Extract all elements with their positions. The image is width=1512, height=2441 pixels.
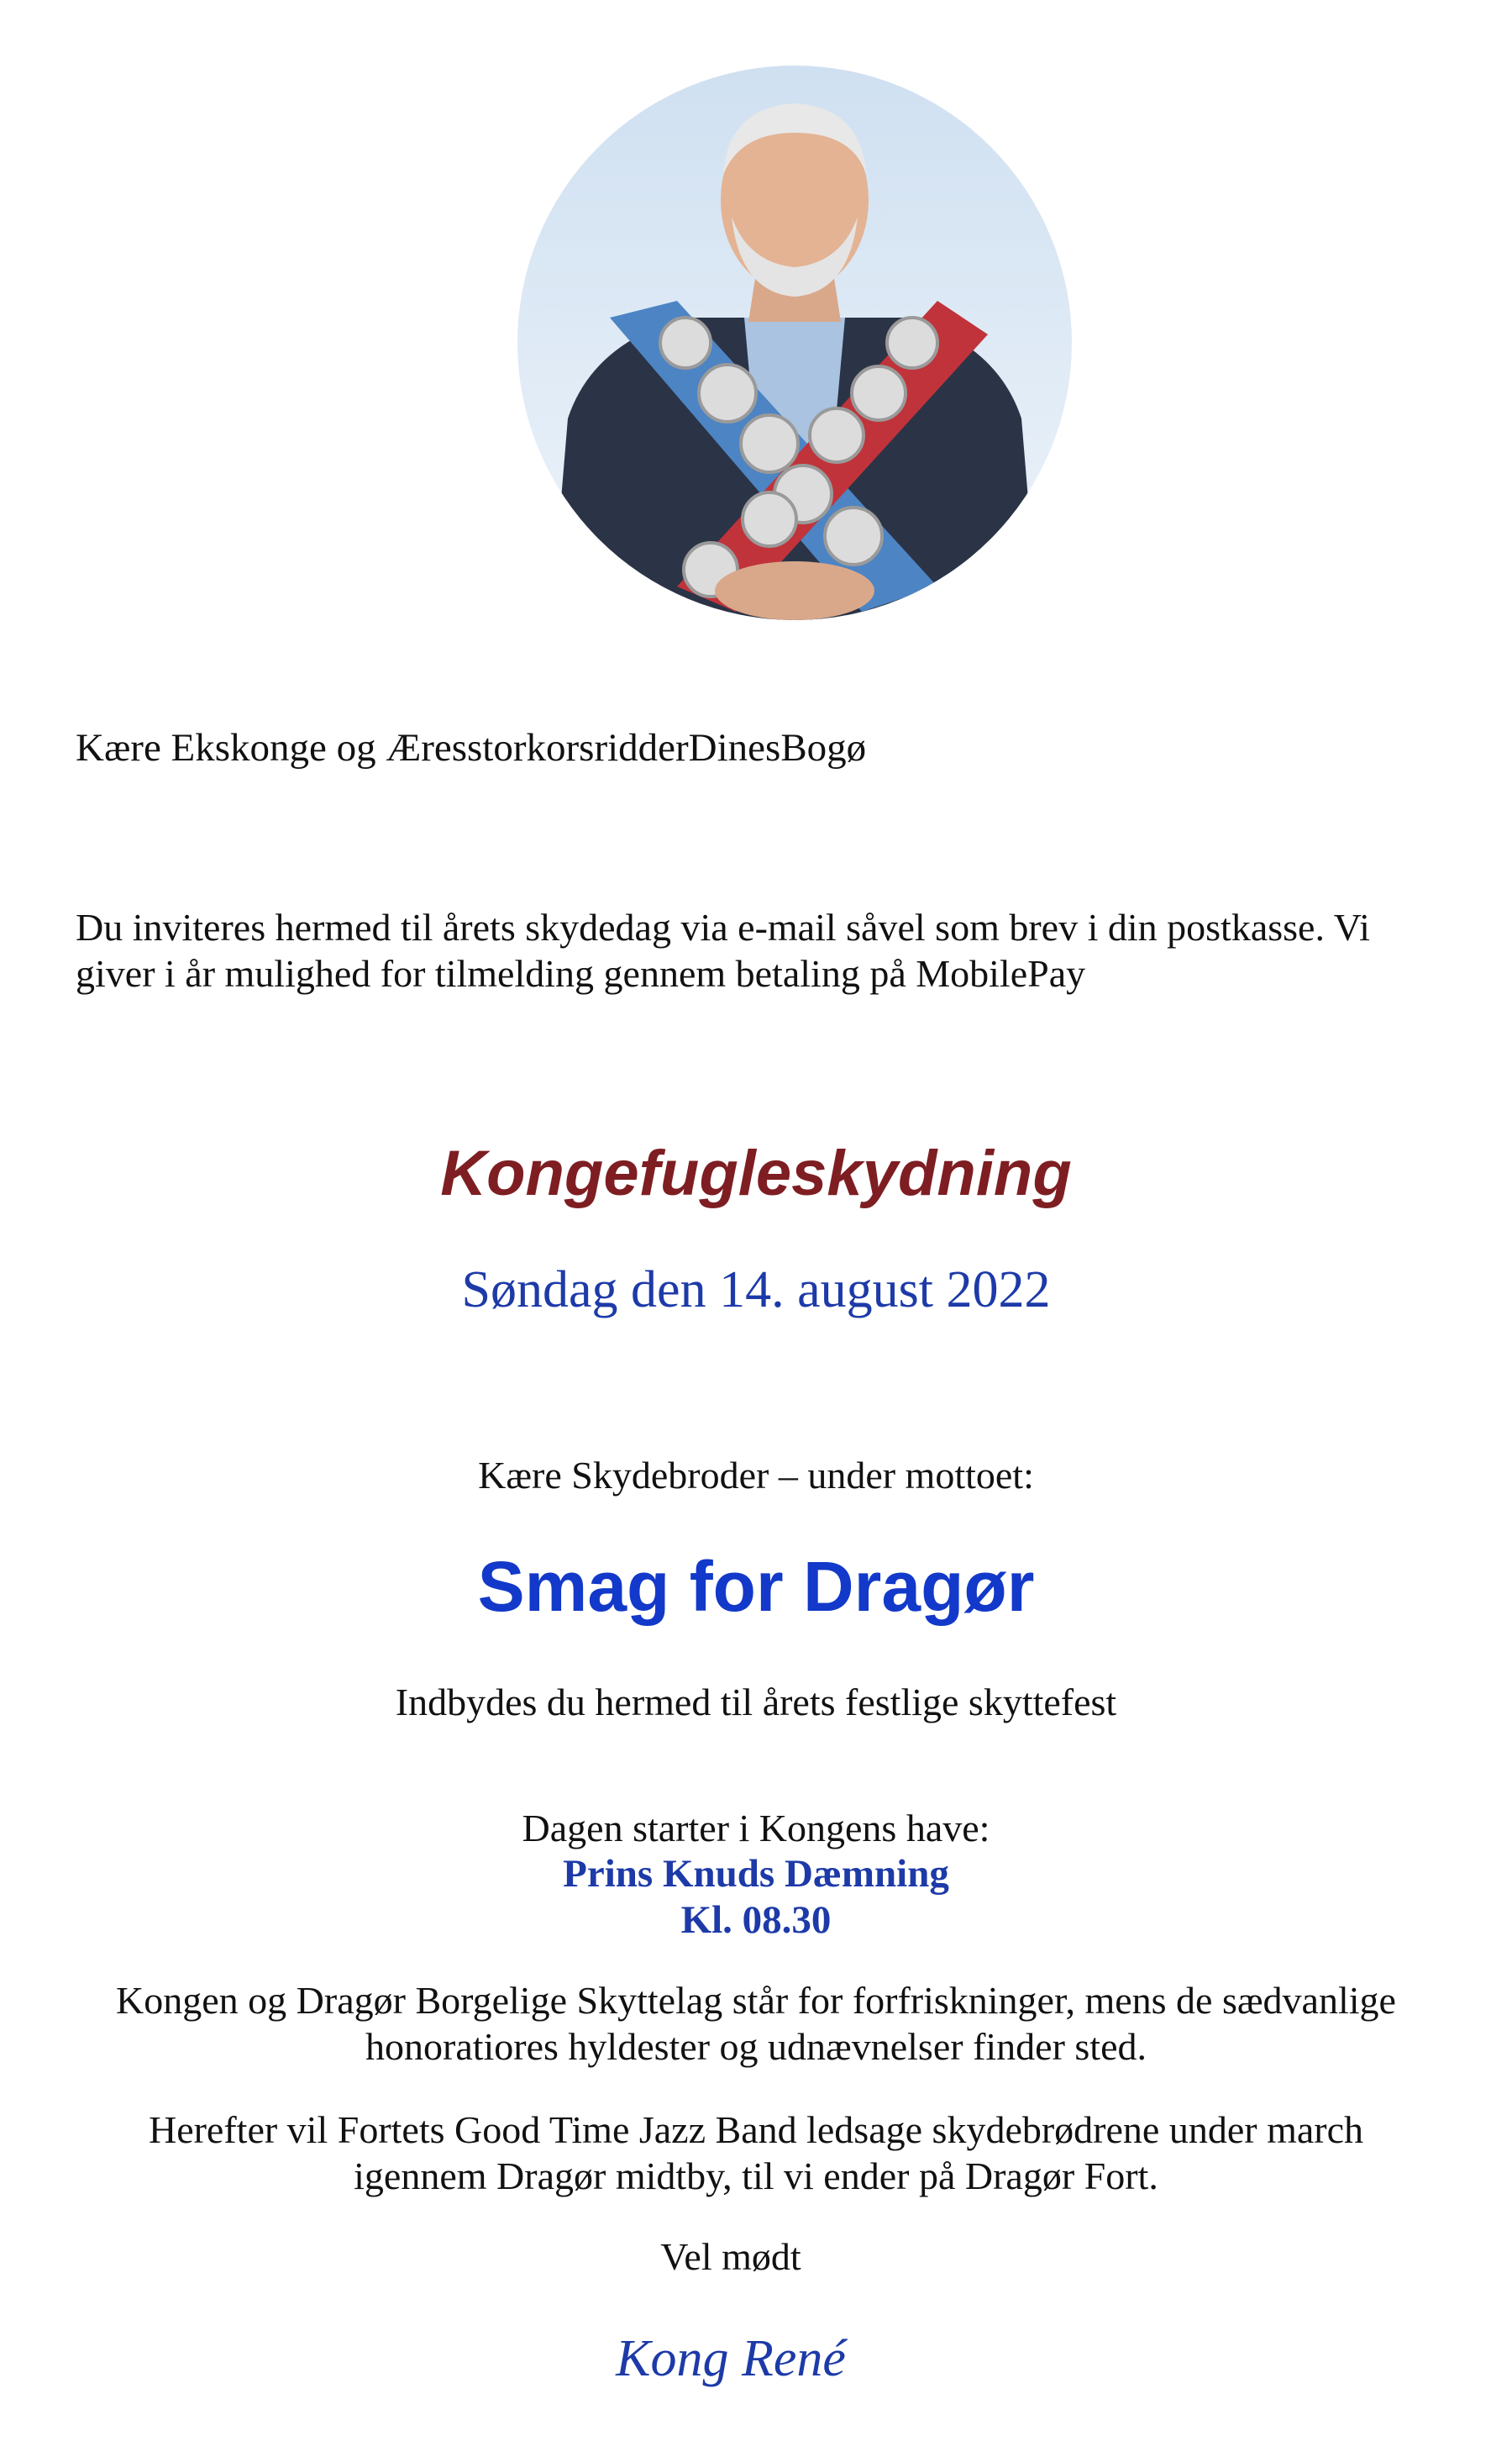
para1-line-2: honoratiores hyldester og udnævnelser finder sted. — [365, 2025, 1147, 2068]
salutation: Kære Skydebroder – under mottoet: — [478, 1454, 1034, 1497]
farewell: Vel mødt — [660, 2235, 801, 2278]
signature: Kong René — [616, 2330, 846, 2387]
refreshments-paragraph — [0, 1977, 1512, 2070]
event-title: Kongefugleskydning — [440, 1138, 1072, 1209]
march-paragraph — [0, 2107, 1512, 2199]
invite-line: Indbydes du hermed til årets festlige skyttefest — [395, 1681, 1117, 1723]
greeting: Kære Ekskonge og ÆresstorkorsridderDinesBogø — [76, 726, 867, 770]
para1-line-1: Kongen og Dragør Borgelige Skyttelag står for forfriskninger, mens de sædvanlige — [116, 1979, 1396, 2022]
intro-line-1: Du inviteres hermed til årets skydedag via e-mail såvel som brev i din postkasse. Vi — [76, 906, 1370, 949]
portrait-photo — [517, 66, 1072, 620]
para2-line-1: Herefter vil Fortets Good Time Jazz Band ledsage skydebrødrene under march — [148, 2108, 1364, 2151]
portrait-illustration — [517, 66, 1072, 620]
intro-line-2: giver i år mulighed for tilmelding gennem betaling på MobilePay — [76, 952, 1086, 995]
venue: Prins Knuds Dæmning — [563, 1852, 949, 1896]
intro-paragraph — [76, 904, 1487, 997]
motto: Smag for Dragør — [477, 1547, 1035, 1626]
day-start: Dagen starter i Kongens have: — [522, 1807, 990, 1849]
event-date: Søndag den 14. august 2022 — [461, 1261, 1051, 1318]
para2-line-2: igennem Dragør midtby, til vi ender på Dragør Fort. — [354, 2154, 1158, 2197]
start-time: Kl. 08.30 — [680, 1898, 832, 1942]
